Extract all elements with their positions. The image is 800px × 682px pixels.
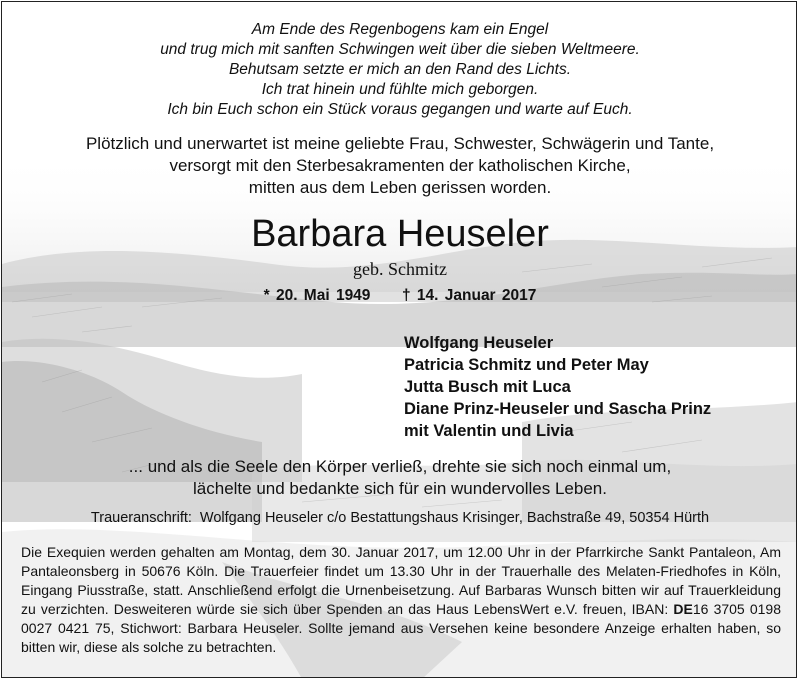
deceased-name: Barbara Heuseler [251, 213, 549, 255]
poem-line: Ich bin Euch schon ein Stück voraus gegangen und warte auf Euch. [167, 101, 633, 118]
obituary-notice [1, 1, 797, 678]
poem-line: und trug mich mit sanften Schwingen weit über die sieben Weltmeere. [160, 41, 640, 58]
poem-line: Am Ende des Regenbogens kam ein Engel [251, 21, 549, 38]
funeral-details-text: Die Exequien werden gehalten am Montag, dem 30. Januar 2017, um 12.00 Uhr in der Pfarrkirche Sankt Pantaleon, Am Pantaleonsberg in 50676 Köln. Die Trauerfeier findet um 13.30 Uhr in der Trauerhalle des Melaten-Friedhofes in Köln, Eingang Piusstraße, statt. Anschließend erfolgt die Urnenbeisetzung. Auf Barbaras Wunsch bitten wir auf Trauerkleidung zu verzichten. Desweiteren würde sie sich über Spenden an das Haus LebensWert e.V. freuen, IBAN: [21, 544, 781, 617]
mourner-line: mit Valentin und Livia [404, 422, 574, 440]
poem-line: Ich trat hinein und fühlte mich geborgen. [261, 81, 539, 98]
announcement-text [2, 133, 797, 199]
closing-line: lächelte und bedankte sich für ein wundervolles Leben. [193, 479, 607, 498]
mourning-address [2, 510, 797, 526]
poem-line: Behutsam setzte er mich an den Rand des Lichts. [228, 61, 572, 78]
address-label: Traueranschrift: [90, 510, 192, 526]
funeral-details-text-end: 16 3705 0198 0027 0421 75, Stichwort: Barbara Heuseler. Sollte jemand aus Versehen keine besondere Anzeige erhalten haben, so bitten wir, diese als solche zu betrachten. [21, 601, 782, 655]
mourner-line: Diane Prinz-Heuseler und Sascha Prinz [404, 400, 712, 418]
mourner-line: Patricia Schmitz und Peter May [404, 356, 649, 374]
maiden-name: geb. Schmitz [353, 259, 447, 279]
announcement-line: mitten aus dem Leben gerissen worden. [248, 178, 552, 197]
birth-date: * 20. Mai 1949 [263, 287, 371, 304]
life-dates [2, 287, 797, 305]
iban-prefix: DE [673, 601, 693, 617]
closing-line: ... und als die Seele den Körper verließ, drehte sie sich noch einmal um, [128, 457, 672, 476]
address-value: Wolfgang Heuseler c/o Bestattungshaus Krisinger, Bachstraße 49, 50354 Hürth [199, 510, 710, 526]
poem [2, 20, 797, 120]
death-date: † 14. Januar 2017 [401, 287, 537, 304]
mourners-list [404, 332, 711, 442]
closing-quote [2, 456, 797, 500]
funeral-details [21, 543, 781, 657]
announcement-line: versorgt mit den Sterbesakramenten der katholischen Kirche, [169, 156, 631, 175]
announcement-line: Plötzlich und unerwartet ist meine geliebte Frau, Schwester, Schwägerin und Tante, [85, 134, 715, 153]
mourner-line: Wolfgang Heuseler [404, 334, 554, 352]
mourner-line: Jutta Busch mit Luca [404, 378, 571, 396]
